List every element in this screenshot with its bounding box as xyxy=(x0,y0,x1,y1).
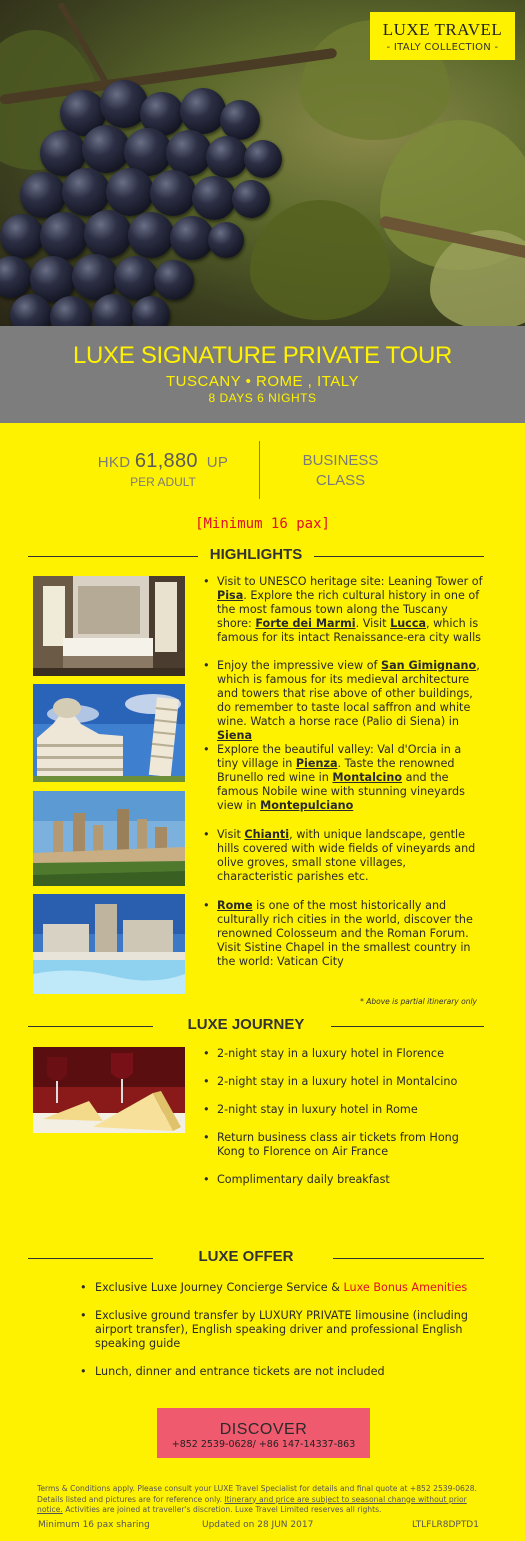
minimum-pax: [Minimum 16 pax] xyxy=(195,516,330,532)
offer-item: • Exclusive Luxe Journey Concierge Service & Luxe Bonus Amenities xyxy=(80,1281,470,1295)
footer-updated: Updated on 28 JUN 2017 xyxy=(202,1520,314,1530)
travel-class-line1: BUSINESS xyxy=(302,452,379,469)
footer-code: LTLFLR8DPTD1 xyxy=(412,1520,479,1530)
tour-title: LUXE SIGNATURE PRIVATE TOUR xyxy=(72,342,453,369)
journey-item: • 2-night stay in luxury hotel in Rome xyxy=(203,1103,483,1117)
highlight-item: • Rome is one of the most historically and culturally rich cities in the world, discover the renowned Colosseum and the Roman Forum. Visit Sistine Chapel in the smallest country in the world: Vatican City xyxy=(203,899,483,969)
journey-item: • 2-night stay in a luxury hotel in Montalcino xyxy=(203,1075,483,1089)
bonus-amenities: Luxe Bonus Amenities xyxy=(343,1281,468,1294)
itinerary-note: * Above is partial itinerary only xyxy=(360,997,477,1006)
tour-duration: 8 DAYS 6 NIGHTS xyxy=(208,391,317,405)
price-suffix: UP xyxy=(206,454,229,471)
offer-header xyxy=(28,1248,484,1268)
offer-item: • Lunch, dinner and entrance tickets are not included xyxy=(80,1365,470,1379)
journey-header xyxy=(28,1016,484,1036)
highlight-item: • Visit to UNESCO heritage site: Leaning Tower of Pisa. Explore the rich cultural history in one of the most famous town along the Tuscany shore: Forte dei Marmi. Visit Lucca, which is famous for its intact Renaissance-era city walls xyxy=(203,575,483,645)
journey-item: • Complimentary daily breakfast xyxy=(203,1173,483,1187)
price-per: PER ADULT xyxy=(130,475,196,489)
photo-thermal-spa xyxy=(33,894,185,994)
price-block xyxy=(78,450,248,489)
leaf-shape xyxy=(250,200,390,320)
footer-sharing: Minimum 16 pax sharing xyxy=(38,1520,150,1530)
photo-hotel-room xyxy=(33,576,185,676)
journey-item: • 2-night stay in a luxury hotel in Florence xyxy=(203,1047,483,1061)
offer-heading: LUXE OFFER xyxy=(198,1248,294,1265)
price-divider xyxy=(259,441,260,499)
photo-leaning-tower-pisa xyxy=(33,684,185,782)
highlight-item: • Enjoy the impressive view of San Gimignano, which is famous for its medieval architecture and towers that rise above of other buildings, do remember to taste local saffron and white wine. Watch a horse race (Palio di Siena) in Siena xyxy=(203,659,483,743)
discover-label: DISCOVER xyxy=(219,1421,308,1438)
offer-item: • Exclusive ground transfer by LUXURY PRIVATE limousine (including airport transfer), English speaking driver and professional English speaking guide xyxy=(80,1309,470,1351)
title-band xyxy=(0,326,525,423)
highlights-heading: HIGHLIGHTS xyxy=(209,546,303,563)
highlights-header xyxy=(28,546,484,566)
highlight-item: • Visit Chianti, with unique landscape, gentle hills covered with wide fields of vineyards and olive groves, small stone villages, characteristic parishes etc. xyxy=(203,828,483,884)
brand-name: LUXE TRAVEL xyxy=(382,20,503,39)
price-amount: 61,880 xyxy=(134,450,198,472)
journey-item: • Return business class air tickets from Hong Kong to Florence on Air France xyxy=(203,1131,483,1159)
price-currency: HKD xyxy=(97,454,131,471)
journey-heading: LUXE JOURNEY xyxy=(187,1016,305,1033)
terms-text: Terms & Conditions apply. Please consult your LUXE Travel Specialist for details and final quote at +852 2539-0628. Details listed and pictures are for reference only. Itinerary and price are subject to seasonal change without prior notice. Activities are joined at traveller's discretion. Luxe Travel Limited reserves all rights. xyxy=(37,1484,477,1514)
photo-san-gimignano xyxy=(33,791,185,886)
brand-subtitle: - ITALY COLLECTION - xyxy=(386,42,499,53)
tour-destinations: TUSCANY • ROME , ITALY xyxy=(166,373,359,390)
photo-wine-cheese xyxy=(33,1047,185,1133)
travel-class xyxy=(283,451,398,491)
travel-class-line2: CLASS xyxy=(315,472,366,489)
contact-phones: +852 2539-0628/ +86 147-14337-863 xyxy=(171,1439,356,1450)
discover-button[interactable] xyxy=(157,1408,370,1458)
hero-image xyxy=(0,0,525,326)
highlight-item: • Explore the beautiful valley: Val d'Orcia in a tiny village in Pienza. Taste the renowned Brunello red wine in Montalcino and the famous Nobile wine with stunning vineyards view in Montepulciano xyxy=(203,743,483,813)
brand-logo xyxy=(370,12,515,60)
